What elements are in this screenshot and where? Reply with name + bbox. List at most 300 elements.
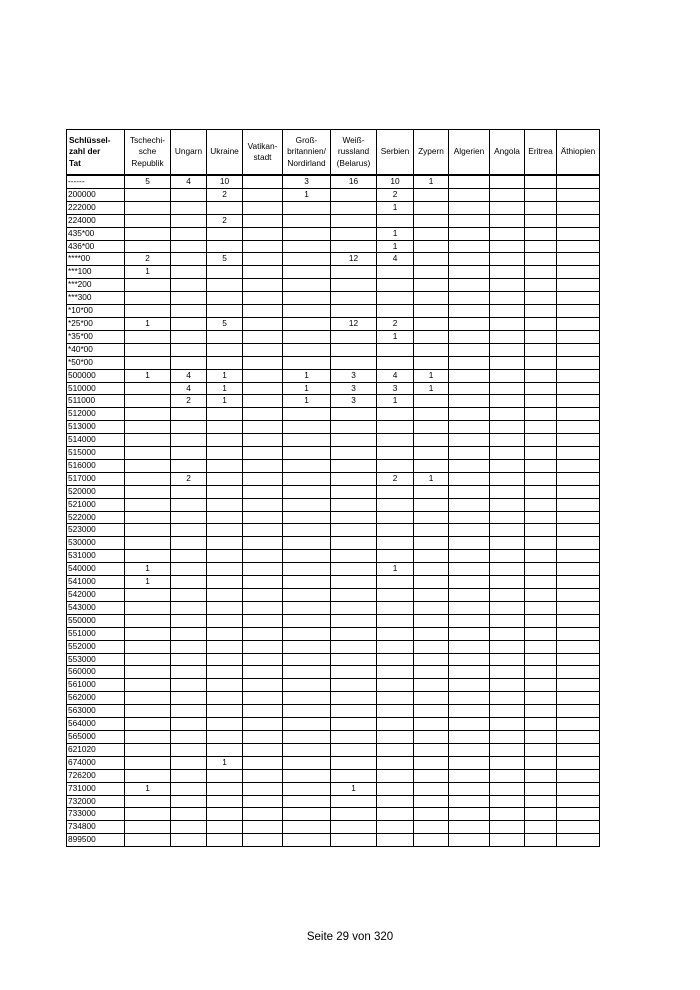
count-cell — [414, 459, 449, 472]
count-cell — [243, 305, 283, 318]
count-cell — [449, 434, 490, 447]
count-cell — [171, 317, 207, 330]
count-cell — [525, 369, 557, 382]
count-cell — [414, 692, 449, 705]
count-cell — [414, 511, 449, 524]
count-cell — [525, 653, 557, 666]
count-cell — [377, 537, 414, 550]
count-cell — [490, 382, 525, 395]
key-cell: 530000 — [67, 537, 125, 550]
key-cell: 734800 — [67, 821, 125, 834]
count-cell — [525, 292, 557, 305]
count-cell — [283, 201, 331, 214]
count-cell — [171, 821, 207, 834]
count-cell — [525, 563, 557, 576]
count-cell — [125, 214, 171, 227]
key-cell: 563000 — [67, 705, 125, 718]
count-cell: 3 — [331, 369, 377, 382]
count-cell — [171, 563, 207, 576]
count-cell — [525, 743, 557, 756]
count-cell — [125, 447, 171, 460]
count-cell — [207, 343, 243, 356]
count-cell — [243, 292, 283, 305]
count-cell: 1 — [377, 227, 414, 240]
count-cell — [243, 627, 283, 640]
column-header-country: Groß- britannien/ Nordirland — [283, 130, 331, 176]
table-row — [67, 240, 600, 253]
count-cell — [243, 447, 283, 460]
key-cell: 621020 — [67, 743, 125, 756]
count-cell — [125, 343, 171, 356]
count-cell — [490, 679, 525, 692]
count-cell — [331, 434, 377, 447]
count-cell — [525, 692, 557, 705]
count-cell — [449, 201, 490, 214]
count-cell — [243, 459, 283, 472]
column-header-country: Ukraine — [207, 130, 243, 176]
key-cell: ***100 — [67, 266, 125, 279]
count-cell — [557, 653, 600, 666]
table-row — [67, 524, 600, 537]
count-cell — [525, 524, 557, 537]
count-cell — [557, 589, 600, 602]
count-cell — [171, 356, 207, 369]
count-cell — [490, 601, 525, 614]
count-cell — [557, 679, 600, 692]
count-cell — [525, 498, 557, 511]
count-cell — [125, 498, 171, 511]
count-cell — [243, 537, 283, 550]
count-cell — [207, 537, 243, 550]
count-cell — [525, 188, 557, 201]
count-cell — [243, 382, 283, 395]
column-header-country: Ungarn — [171, 130, 207, 176]
count-cell — [125, 201, 171, 214]
count-cell — [283, 434, 331, 447]
table-row — [67, 330, 600, 343]
count-cell — [414, 343, 449, 356]
count-cell — [243, 266, 283, 279]
count-cell — [449, 834, 490, 847]
count-cell — [490, 356, 525, 369]
count-cell — [243, 589, 283, 602]
count-cell — [207, 498, 243, 511]
count-cell — [449, 292, 490, 305]
count-cell — [414, 640, 449, 653]
count-cell — [243, 317, 283, 330]
count-cell — [557, 705, 600, 718]
count-cell — [557, 214, 600, 227]
count-cell — [414, 408, 449, 421]
count-cell — [414, 253, 449, 266]
count-cell — [283, 563, 331, 576]
count-cell — [414, 537, 449, 550]
count-cell: 1 — [125, 369, 171, 382]
count-cell — [171, 666, 207, 679]
count-cell — [125, 653, 171, 666]
count-cell — [243, 601, 283, 614]
column-header-country: Algerien — [449, 130, 490, 176]
count-cell — [243, 769, 283, 782]
count-cell — [283, 317, 331, 330]
count-cell — [449, 808, 490, 821]
count-cell — [125, 808, 171, 821]
count-cell — [207, 240, 243, 253]
table-row — [67, 434, 600, 447]
count-cell — [125, 769, 171, 782]
count-cell — [449, 614, 490, 627]
count-cell — [243, 756, 283, 769]
count-cell — [414, 627, 449, 640]
count-cell — [449, 589, 490, 602]
count-cell — [331, 769, 377, 782]
count-cell: 2 — [377, 317, 414, 330]
table-row — [67, 459, 600, 472]
count-cell — [449, 253, 490, 266]
count-cell — [490, 485, 525, 498]
count-cell — [243, 395, 283, 408]
count-cell — [125, 408, 171, 421]
count-cell — [377, 756, 414, 769]
count-cell — [243, 614, 283, 627]
table-row — [67, 369, 600, 382]
count-cell — [490, 188, 525, 201]
count-cell — [449, 537, 490, 550]
count-cell — [414, 395, 449, 408]
count-cell — [557, 808, 600, 821]
count-cell: 1 — [125, 266, 171, 279]
count-cell — [525, 175, 557, 188]
count-cell — [490, 821, 525, 834]
count-cell — [125, 188, 171, 201]
column-header-country: Tschechi- sche Republik — [125, 130, 171, 176]
count-cell — [490, 227, 525, 240]
table-row — [67, 253, 600, 266]
count-cell — [283, 666, 331, 679]
count-cell — [125, 795, 171, 808]
table-row — [67, 601, 600, 614]
table-row — [67, 795, 600, 808]
count-cell — [414, 550, 449, 563]
table-row — [67, 653, 600, 666]
key-cell: 543000 — [67, 601, 125, 614]
count-cell: 10 — [377, 175, 414, 188]
count-cell — [490, 266, 525, 279]
count-cell — [377, 343, 414, 356]
table-row — [67, 666, 600, 679]
count-cell — [171, 653, 207, 666]
count-cell — [207, 279, 243, 292]
count-cell — [171, 589, 207, 602]
count-cell — [557, 408, 600, 421]
key-cell: 435*00 — [67, 227, 125, 240]
count-cell — [207, 614, 243, 627]
count-cell — [414, 601, 449, 614]
count-cell — [449, 576, 490, 589]
count-cell — [377, 589, 414, 602]
key-cell: 731000 — [67, 782, 125, 795]
count-cell — [557, 782, 600, 795]
count-cell: 5 — [125, 175, 171, 188]
count-cell — [557, 524, 600, 537]
table-row — [67, 356, 600, 369]
key-cell: 522000 — [67, 511, 125, 524]
count-cell — [243, 524, 283, 537]
count-cell — [525, 718, 557, 731]
count-cell — [377, 459, 414, 472]
count-cell — [557, 550, 600, 563]
count-cell — [490, 253, 525, 266]
count-cell — [557, 175, 600, 188]
count-cell — [331, 601, 377, 614]
count-cell — [125, 743, 171, 756]
count-cell — [207, 434, 243, 447]
count-cell — [171, 601, 207, 614]
count-cell — [557, 227, 600, 240]
count-cell: 1 — [377, 330, 414, 343]
count-cell — [171, 524, 207, 537]
column-header-country: Angola — [490, 130, 525, 176]
count-cell — [331, 447, 377, 460]
count-cell — [414, 653, 449, 666]
count-cell: 1 — [414, 382, 449, 395]
count-cell — [490, 240, 525, 253]
table-row — [67, 589, 600, 602]
count-cell — [125, 821, 171, 834]
table-row — [67, 743, 600, 756]
count-cell — [449, 459, 490, 472]
count-cell — [377, 266, 414, 279]
key-cell: 899500 — [67, 834, 125, 847]
count-cell — [525, 408, 557, 421]
table-row — [67, 537, 600, 550]
count-cell — [125, 421, 171, 434]
count-cell — [331, 227, 377, 240]
count-cell — [243, 240, 283, 253]
count-cell — [414, 305, 449, 318]
count-cell — [557, 421, 600, 434]
count-cell — [525, 214, 557, 227]
count-cell — [331, 188, 377, 201]
count-cell — [449, 666, 490, 679]
count-cell — [377, 485, 414, 498]
count-cell — [414, 214, 449, 227]
key-cell: 500000 — [67, 369, 125, 382]
count-cell: 5 — [207, 317, 243, 330]
count-cell — [525, 769, 557, 782]
table-row — [67, 718, 600, 731]
count-cell — [490, 330, 525, 343]
count-cell — [171, 343, 207, 356]
count-cell — [525, 550, 557, 563]
key-cell: 552000 — [67, 640, 125, 653]
crime-statistics-table — [66, 129, 600, 847]
count-cell — [449, 498, 490, 511]
count-cell — [490, 756, 525, 769]
count-cell — [449, 782, 490, 795]
count-cell — [171, 421, 207, 434]
key-cell: 510000 — [67, 382, 125, 395]
count-cell — [377, 601, 414, 614]
count-cell — [377, 524, 414, 537]
key-cell: 733000 — [67, 808, 125, 821]
count-cell — [171, 485, 207, 498]
count-cell — [414, 498, 449, 511]
count-cell — [283, 821, 331, 834]
count-cell — [414, 240, 449, 253]
count-cell — [525, 705, 557, 718]
key-cell: 674000 — [67, 756, 125, 769]
count-cell — [490, 614, 525, 627]
count-cell — [331, 537, 377, 550]
count-cell — [125, 485, 171, 498]
count-cell — [171, 330, 207, 343]
count-cell: 4 — [171, 175, 207, 188]
count-cell — [525, 459, 557, 472]
table-row — [67, 614, 600, 627]
count-cell: 12 — [331, 317, 377, 330]
count-cell: 4 — [171, 369, 207, 382]
key-cell: 541000 — [67, 576, 125, 589]
count-cell — [283, 524, 331, 537]
table-row — [67, 382, 600, 395]
count-cell — [243, 692, 283, 705]
count-cell — [525, 795, 557, 808]
count-cell — [525, 330, 557, 343]
count-cell — [525, 730, 557, 743]
count-cell — [490, 795, 525, 808]
count-cell — [490, 511, 525, 524]
count-cell: 1 — [207, 756, 243, 769]
count-cell: 1 — [283, 369, 331, 382]
count-cell — [243, 421, 283, 434]
count-cell — [414, 292, 449, 305]
count-cell — [331, 356, 377, 369]
count-cell — [331, 821, 377, 834]
count-cell — [377, 795, 414, 808]
count-cell — [207, 305, 243, 318]
count-cell — [377, 653, 414, 666]
count-cell — [243, 834, 283, 847]
count-cell — [171, 627, 207, 640]
table-row — [67, 756, 600, 769]
page-number: Seite 29 von 320 — [306, 931, 394, 943]
count-cell — [449, 408, 490, 421]
count-cell — [283, 447, 331, 460]
count-cell — [331, 705, 377, 718]
key-cell: *10*00 — [67, 305, 125, 318]
column-header-country: Vatikan- stadt — [243, 130, 283, 176]
table-row — [67, 343, 600, 356]
table-row — [67, 266, 600, 279]
count-cell — [331, 692, 377, 705]
count-cell — [207, 563, 243, 576]
count-cell — [171, 214, 207, 227]
count-cell — [414, 834, 449, 847]
key-cell: 542000 — [67, 589, 125, 602]
count-cell — [171, 550, 207, 563]
count-cell — [283, 292, 331, 305]
key-cell: ------ — [67, 175, 125, 188]
count-cell — [207, 769, 243, 782]
count-cell — [414, 730, 449, 743]
count-cell — [377, 808, 414, 821]
count-cell — [557, 459, 600, 472]
count-cell — [525, 640, 557, 653]
column-header-country: Weiß- russland (Belarus) — [331, 130, 377, 176]
count-cell — [557, 627, 600, 640]
count-cell: 1 — [414, 369, 449, 382]
count-cell — [377, 834, 414, 847]
count-cell — [449, 730, 490, 743]
count-cell — [243, 705, 283, 718]
count-cell — [557, 292, 600, 305]
key-cell: *50*00 — [67, 356, 125, 369]
count-cell — [449, 692, 490, 705]
table-row — [67, 498, 600, 511]
key-cell: 540000 — [67, 563, 125, 576]
count-cell — [125, 292, 171, 305]
count-cell — [331, 653, 377, 666]
count-cell — [449, 601, 490, 614]
count-cell — [525, 782, 557, 795]
count-cell — [414, 447, 449, 460]
count-cell — [414, 330, 449, 343]
count-cell — [490, 808, 525, 821]
count-cell — [331, 756, 377, 769]
count-cell — [283, 808, 331, 821]
count-cell — [377, 730, 414, 743]
count-cell — [243, 279, 283, 292]
count-cell — [377, 821, 414, 834]
count-cell: 4 — [377, 253, 414, 266]
count-cell — [331, 240, 377, 253]
count-cell — [414, 769, 449, 782]
count-cell — [449, 214, 490, 227]
key-cell: 224000 — [67, 214, 125, 227]
count-cell — [525, 253, 557, 266]
count-cell — [449, 356, 490, 369]
count-cell — [525, 614, 557, 627]
count-cell — [414, 563, 449, 576]
count-cell — [125, 834, 171, 847]
count-cell — [331, 666, 377, 679]
count-cell: 1 — [414, 472, 449, 485]
key-cell: 512000 — [67, 408, 125, 421]
count-cell: 3 — [331, 382, 377, 395]
count-cell — [449, 188, 490, 201]
count-cell — [207, 795, 243, 808]
table-row — [67, 305, 600, 318]
table-row — [67, 408, 600, 421]
count-cell — [207, 679, 243, 692]
count-cell — [207, 601, 243, 614]
count-cell — [331, 563, 377, 576]
count-cell — [449, 511, 490, 524]
count-cell: 2 — [377, 188, 414, 201]
table-body — [67, 175, 600, 847]
key-cell: 200000 — [67, 188, 125, 201]
count-cell — [243, 330, 283, 343]
count-cell — [490, 317, 525, 330]
count-cell — [125, 550, 171, 563]
count-cell — [377, 743, 414, 756]
count-cell — [207, 666, 243, 679]
key-cell: ****00 — [67, 253, 125, 266]
count-cell — [490, 730, 525, 743]
count-cell — [283, 266, 331, 279]
table-row — [67, 808, 600, 821]
